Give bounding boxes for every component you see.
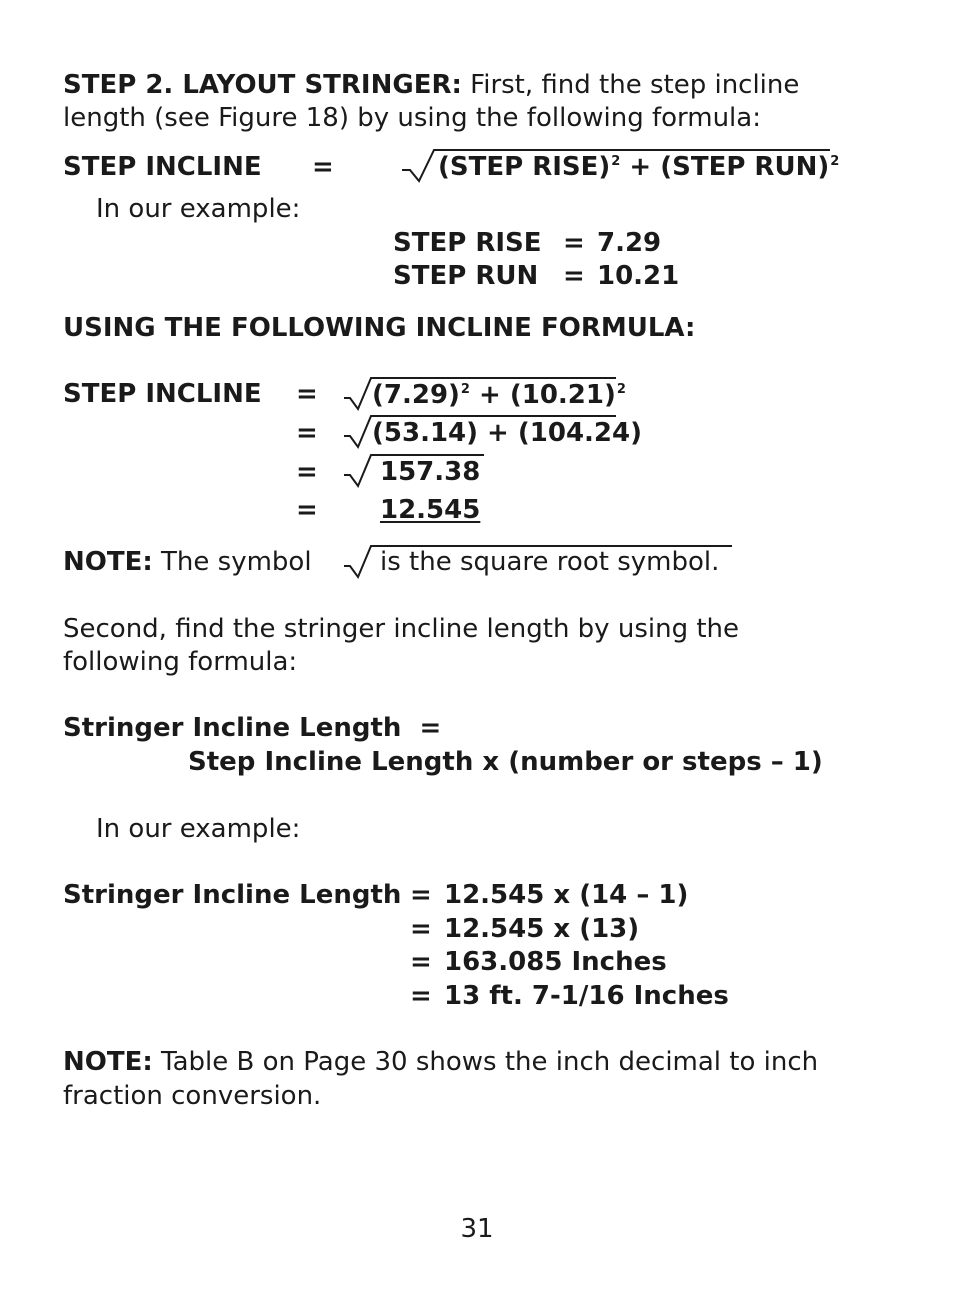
run-label: STEP RUN [393,261,539,291]
calc-result: 12.545 [380,495,481,525]
calc-term-a: (7.29) [372,380,460,410]
calc-plus: + [469,380,510,410]
calc-exp-b: 2 [616,382,626,397]
formula1-plus: + [620,152,661,182]
note1-text [63,549,312,575]
intro-text-1: First, find the step incline [470,70,800,100]
example1-intro: In our example: [96,194,301,224]
formula1-radicand [438,154,839,180]
calc-label: STEP INCLINE [63,379,262,409]
rise-label: STEP RISE [393,228,542,258]
using-heading: USING THE FOLLOWING INCLINE FORMULA: [63,313,696,343]
calc-radicand-1 [372,382,626,408]
example2-intro: In our example: [96,814,301,844]
formula1-label: STEP INCLINE [63,152,262,182]
intro-line-2: length (see Figure 18) by using the following formula: [63,103,761,133]
second-line-1: Second, find the stringer incline length by using the [63,614,739,644]
example2-equals-4: = [410,981,432,1011]
calc-equals-1: = [296,379,318,409]
rise-value: 7.29 [597,228,662,258]
calc-radical-1 [344,376,626,412]
calc-radicand-3: 157.38 [380,457,481,487]
calc-equals-2: = [296,418,318,448]
calc-equals-3: = [296,457,318,487]
formula1-run: (STEP RUN) [660,152,830,182]
example2-line-4: 13 ft. 7-1/16 Inches [444,981,729,1011]
formula2-label: Stringer Incline Length = [63,713,442,743]
formula2-expression: Step Incline Length x (number or steps – 1) [188,747,823,777]
note1-after: is the square root symbol. [380,547,720,577]
formula1-radical [402,148,840,184]
calc-radical-3 [344,453,484,489]
rise-equals: = [563,228,585,258]
example2-line-1: 12.545 x (14 – 1) [444,880,689,910]
note2-text-1: Table B on Page 30 shows the inch decimal to inch [161,1047,819,1077]
intro-line-1 [63,72,799,98]
example2-line-3: 163.085 Inches [444,947,667,977]
note2-label: NOTE: [63,1047,153,1077]
example2-equals-1: = [410,880,432,910]
formula1-equals: = [312,152,334,182]
formula1-rise: (STEP RISE) [438,152,611,182]
example2-equals-3: = [410,947,432,977]
second-line-2: following formula: [63,647,298,677]
note2-line-1 [63,1049,818,1075]
example2-label: Stringer Incline Length [63,880,402,910]
formula1-exp-1: 2 [611,154,621,169]
note1-radical [344,544,732,580]
calc-term-b: (10.21) [509,380,616,410]
run-value: 10.21 [597,261,680,291]
calc-exp-a: 2 [460,382,470,397]
step-heading: STEP 2. LAYOUT STRINGER: [63,70,462,100]
calc-radical-2 [344,414,642,450]
calc-radicand-2: (53.14) + (104.24) [372,418,642,448]
formula1-exp-2: 2 [830,154,840,169]
page-number: 31 [460,1214,494,1244]
run-equals: = [563,261,585,291]
note1-before: The symbol [161,547,312,577]
note1-label: NOTE: [63,547,153,577]
calc-equals-4: = [296,495,318,525]
example2-equals-2: = [410,914,432,944]
note2-line-2: fraction conversion. [63,1081,322,1111]
example2-line-2: 12.545 x (13) [444,914,640,944]
